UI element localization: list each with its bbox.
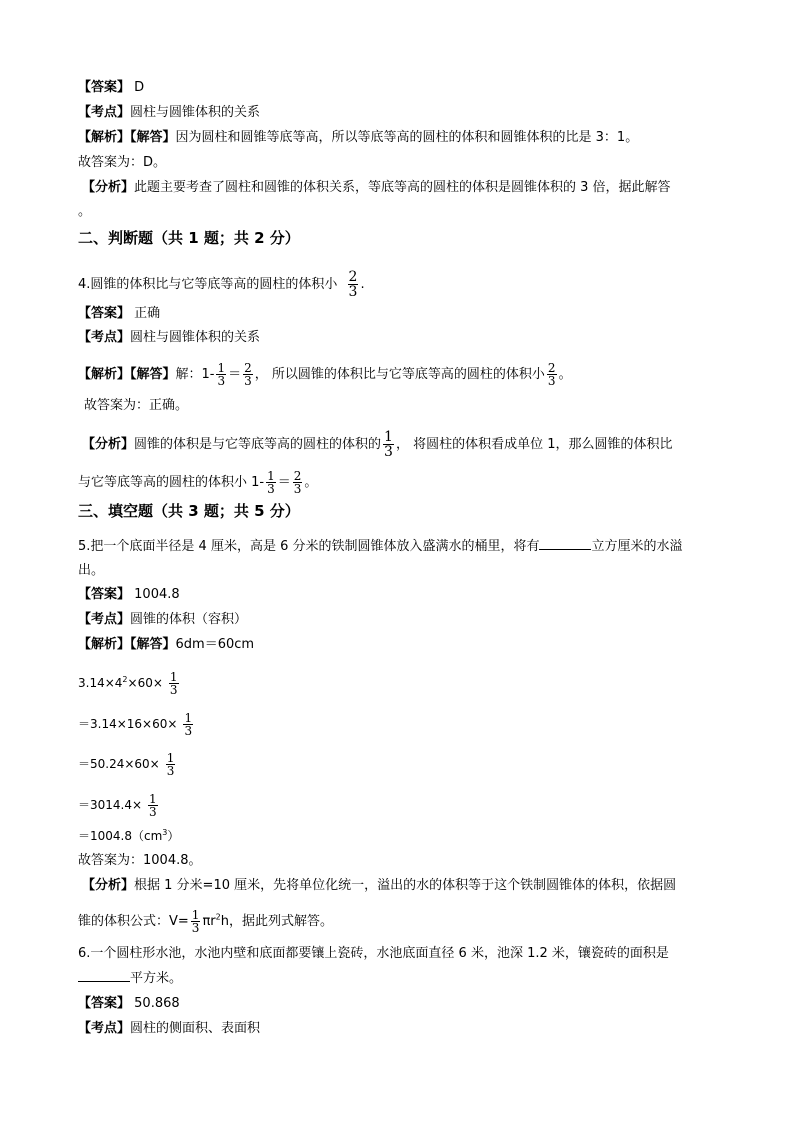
comment-line-q5 (82, 878, 676, 894)
calc-step-2 (78, 712, 195, 737)
equals-sign: ＝ (228, 367, 242, 382)
denominator: 3 (149, 805, 157, 819)
numerator: 2 (547, 361, 556, 375)
conclusion-value: D。 (143, 155, 167, 170)
answer-line-q6 (78, 996, 180, 1012)
conclusion-value: 正确。 (149, 398, 189, 413)
answer-line-q3 (78, 80, 144, 96)
comment-label: 【分析】 (82, 180, 135, 195)
fraction (148, 793, 158, 818)
denominator: 3 (293, 482, 302, 496)
analysis-text: ， 所以圆锥的体积比与它等底等高的圆柱的体积小 (254, 367, 545, 382)
conclusion-line-q4 (84, 398, 188, 414)
stem-text: 立方厘米的水溢 (591, 539, 683, 554)
denominator: 3 (166, 764, 175, 778)
answer-label: 【答案】 (78, 587, 131, 602)
answer-value: 1004.8 (134, 587, 180, 602)
answer-value: 正确 (134, 306, 161, 321)
formula-text: πr (202, 914, 216, 929)
conclusion-label: 故答案为： (78, 853, 144, 868)
analysis-label: 【解析】【解答】 (78, 637, 176, 652)
denominator: 3 (169, 683, 178, 697)
analysis-label: 【解析】【解答】 (78, 130, 176, 145)
calc-step-1 (78, 671, 181, 696)
denominator: 3 (267, 482, 275, 496)
fraction (216, 362, 226, 387)
exponent: 2 (215, 912, 221, 922)
fraction (348, 270, 359, 299)
conclusion-line-q3 (78, 155, 166, 171)
answer-label: 【答案】 (78, 996, 131, 1011)
analysis-text: 6dm＝60cm (175, 637, 255, 652)
numerator: 1 (191, 908, 200, 922)
numerator: 2 (348, 269, 358, 285)
analysis-text: 解：1- (175, 367, 215, 382)
point-label: 【考点】 (78, 612, 131, 627)
calc-text: ＝3014.4× (78, 798, 143, 812)
comment-continuation (78, 204, 91, 220)
denominator: 3 (348, 284, 358, 300)
point-label: 【考点】 (78, 1021, 131, 1036)
stem-text: 出。 (78, 563, 105, 578)
analysis-line-q5 (78, 637, 254, 653)
answer-label: 【答案】 (78, 306, 131, 321)
conclusion-value: 1004.8。 (143, 853, 202, 868)
numerator: 1 (267, 469, 275, 483)
section-heading-2: 二、判断题（共 1 题；共 2 分） (78, 229, 300, 247)
point-value: 圆柱与圆锥体积的关系 (130, 330, 261, 345)
analysis-line-q3 (78, 130, 638, 146)
comment-text: 圆锥的体积是与它等底等高的圆柱的体积的 (134, 437, 382, 452)
numerator: 1 (149, 792, 157, 806)
numerator: 1 (184, 711, 193, 725)
exponent: 2 (122, 675, 128, 684)
point-label: 【考点】 (78, 105, 131, 120)
answer-label: 【答案】 (78, 80, 131, 95)
point-value: 圆锥的体积（容积） (130, 612, 248, 627)
fraction (191, 909, 201, 934)
answer-line-q5 (78, 587, 180, 603)
fraction (293, 470, 303, 495)
calc-text: ） (167, 829, 180, 843)
numerator: 1 (169, 670, 178, 684)
denominator: 3 (244, 374, 252, 388)
denominator: 3 (217, 374, 226, 388)
analysis-text: 因为圆柱和圆锥等底等高，所以等底等高的圆柱的体积和圆锥体积的比是 3：1。 (175, 130, 639, 145)
calc-text: ＝3.14×16×60× (78, 717, 178, 731)
comment-period: 。 (78, 204, 92, 219)
answer-blank (539, 548, 591, 550)
calc-text: ＝50.24×60× (78, 757, 160, 771)
question-6-stem-cont (78, 971, 182, 987)
comment-line-q5-cont (78, 909, 333, 934)
fraction (166, 752, 176, 777)
comment-text: 根据 1 分米=10 厘米，先将单位化统一，溢出的水的体积等于这个铁制圆锥体的体积，依据圆 (134, 878, 677, 893)
analysis-label: 【解析】【解答】 (78, 367, 176, 382)
denominator: 3 (184, 724, 193, 738)
fraction (243, 362, 253, 387)
comment-text: 锥的体积公式：V= (78, 914, 189, 929)
conclusion-label: 故答案为： (84, 398, 150, 413)
comment-line-q4-cont (78, 470, 317, 495)
point-line-q3 (78, 105, 260, 121)
answer-value: D (134, 80, 145, 95)
point-value: 圆柱与圆锥体积的关系 (130, 105, 261, 120)
analysis-period: 。 (558, 367, 572, 382)
stem-text: 6.一个圆柱形水池，水池内壁和底面都要镶上瓷砖，水池底面直径 6 米，池深 1.2 米，镶瓷砖的面积是 (78, 946, 669, 961)
exponent: 3 (162, 828, 168, 837)
denominator: 3 (191, 921, 200, 935)
comment-period: 。 (304, 475, 318, 490)
conclusion-line-q5 (78, 853, 202, 869)
comment-text: 此题主要考查了圆柱和圆锥的体积关系，等底等高的圆柱的体积是圆锥体积的 3 倍，据此解答 (134, 180, 671, 195)
comment-line-q3 (82, 180, 671, 196)
fraction (183, 712, 193, 737)
analysis-line-q4 (78, 362, 572, 387)
numerator: 2 (293, 469, 302, 483)
calc-text: ×60× (127, 676, 163, 690)
question-5-stem (78, 539, 683, 555)
calc-step-5 (78, 828, 179, 844)
comment-label: 【分析】 (82, 878, 135, 893)
numerator: 2 (244, 361, 252, 375)
point-label: 【考点】 (78, 330, 131, 345)
comment-line-q4 (82, 430, 673, 459)
point-line-q6 (78, 1021, 260, 1037)
stem-text: 平方米。 (130, 971, 183, 986)
stem-text: 5.把一个底面半径是 4 厘米，高是 6 分米的铁制圆锥体放入盛满水的桶里，将有 (78, 539, 540, 554)
equals-sign: ＝ (277, 475, 291, 490)
answer-line-q4 (78, 306, 160, 322)
calc-text: 3.14×4 (78, 676, 123, 690)
stem-text: 4.圆锥的体积比与它等底等高的圆柱的体积小 (78, 277, 338, 292)
comment-text: 与它等底等高的圆柱的体积小 1- (78, 475, 265, 490)
fraction (383, 430, 394, 459)
calc-step-3 (78, 752, 177, 777)
comment-text: ， 将圆柱的体积看成单位 1，那么圆锥的体积比 (395, 437, 673, 452)
question-4-stem (78, 270, 365, 299)
point-line-q5 (78, 612, 247, 628)
answer-value: 50.868 (134, 996, 180, 1011)
comment-text: h，据此列式解答。 (220, 914, 333, 929)
point-line-q4 (78, 330, 260, 346)
numerator: 1 (166, 751, 175, 765)
calc-text: ＝1004.8（cm (78, 829, 163, 843)
numerator: 1 (217, 361, 226, 375)
stem-period: . (360, 277, 365, 292)
question-5-stem-cont (78, 563, 104, 579)
calc-step-4 (78, 793, 160, 818)
point-value: 圆柱的侧面积、表面积 (130, 1021, 261, 1036)
fraction (547, 362, 557, 387)
conclusion-label: 故答案为： (78, 155, 144, 170)
numerator: 1 (384, 429, 393, 445)
section-heading-3: 三、填空题（共 3 题；共 5 分） (78, 502, 300, 520)
comment-label: 【分析】 (82, 437, 135, 452)
fraction (266, 470, 276, 495)
question-6-stem (78, 946, 669, 962)
denominator: 3 (547, 374, 556, 388)
answer-blank (78, 980, 130, 982)
denominator: 3 (384, 444, 393, 460)
fraction (169, 671, 179, 696)
